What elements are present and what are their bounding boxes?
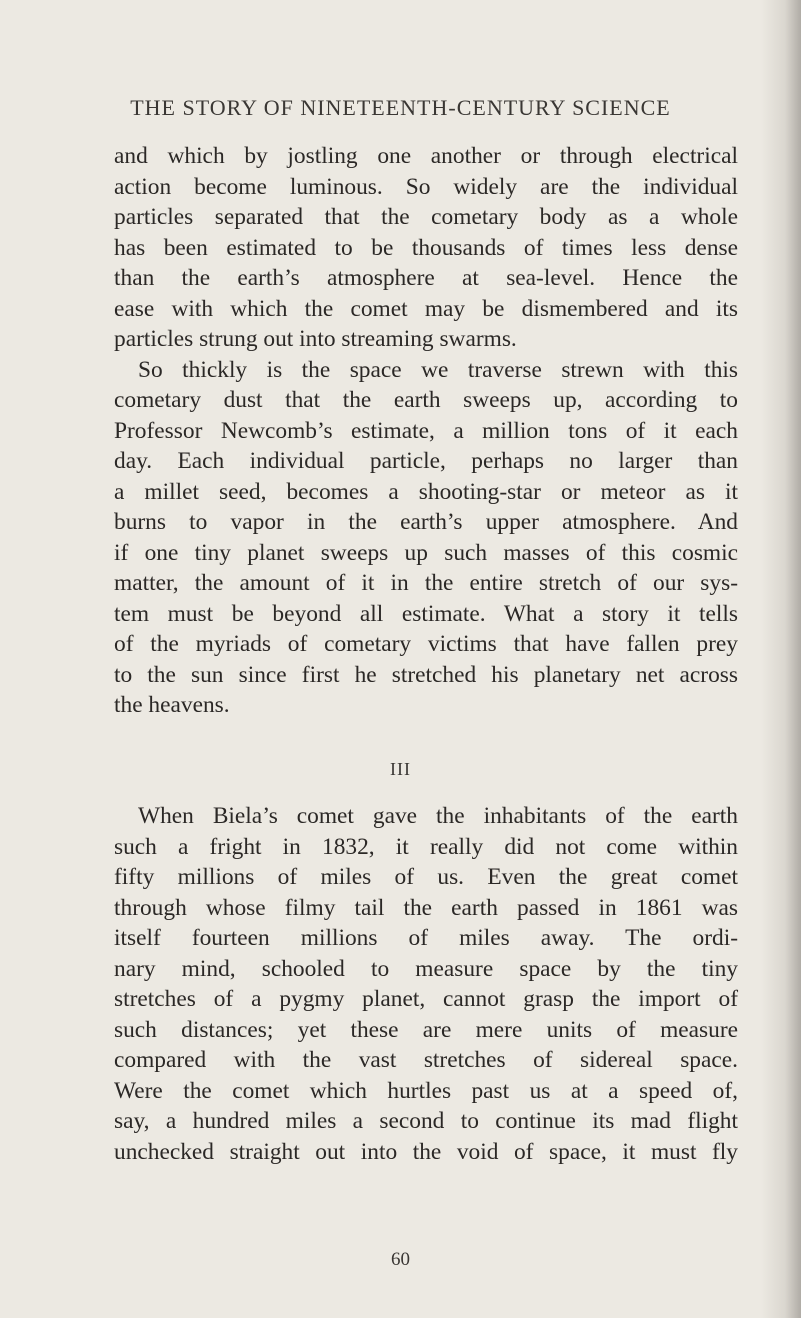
text-line: say, a hundred miles a second to continue its mad flight (114, 1108, 738, 1134)
page-number: 60 (391, 1249, 410, 1270)
text-line: particles strung out into streaming swarms. (114, 326, 517, 352)
text-line: compared with the vast stretches of sidereal space. (114, 1047, 738, 1073)
text-line: burns to vapor in the earth’s upper atmosphere. And (114, 509, 738, 535)
running-head: THE STORY OF NINETEENTH-CENTURY SCIENCE (130, 95, 671, 120)
text-line: than the earth’s atmosphere at sea-level. Hence the (114, 265, 738, 291)
text-line: action become luminous. So widely are the individual (114, 173, 738, 200)
text-line: to the sun since first he stretched his planetary net across (114, 661, 738, 688)
section-numeral: III (390, 759, 411, 779)
text-line: So thickly is the space we traverse strewn with this (138, 356, 738, 383)
section-paragraph (114, 801, 738, 1167)
text-line: day. Each individual particle, perhaps no larger than (114, 448, 738, 474)
text-line: Were the comet which hurtles past us at a speed of, (114, 1077, 738, 1104)
text-line: fifty millions of miles of us. Even the great comet (114, 864, 738, 890)
text-line: matter, the amount of it in the entire stretch of our sys- (114, 570, 738, 596)
text-line: if one tiny planet sweeps up such masses of this cosmic (114, 539, 738, 566)
text-line: nary mind, schooled to measure space by the tiny (114, 955, 738, 982)
text-line: Professor Newcomb’s estimate, a million tons of it each (114, 417, 738, 444)
page-edge-shadow (761, 0, 801, 1318)
text-line: unchecked straight out into the void of space, it must fly (114, 1138, 738, 1165)
text-line: ease with which the comet may be dismembered and its (114, 295, 738, 322)
text-line: stretches of a pygmy planet, cannot grasp the import of (114, 986, 738, 1012)
text-line: through whose filmy tail the earth passed in 1861 was (114, 894, 738, 921)
text-line: When Biela’s comet gave the inhabitants of the earth (138, 803, 738, 829)
text-line: has been estimated to be thousands of times less dense (114, 234, 738, 261)
text-line: such a fright in 1832, it really did not come within (114, 833, 738, 860)
text-line: the heavens. (114, 692, 230, 718)
text-line: and which by jostling one another or through electrical (114, 143, 738, 169)
text-line: of the myriads of cometary victims that have fallen prey (114, 631, 738, 657)
text-line: cometary dust that the earth sweeps up, according to (114, 387, 738, 413)
text-line: particles separated that the cometary body as a whole (114, 204, 738, 230)
text-line: a millet seed, becomes a shooting-star or meteor as it (114, 478, 738, 505)
text-line: itself fourteen millions of miles away. The ordi- (114, 925, 738, 951)
text-line: tem must be beyond all estimate. What a story it tells (114, 600, 738, 627)
text-line: such distances; yet these are mere units of measure (114, 1016, 738, 1043)
paragraph-continuation (114, 141, 738, 721)
